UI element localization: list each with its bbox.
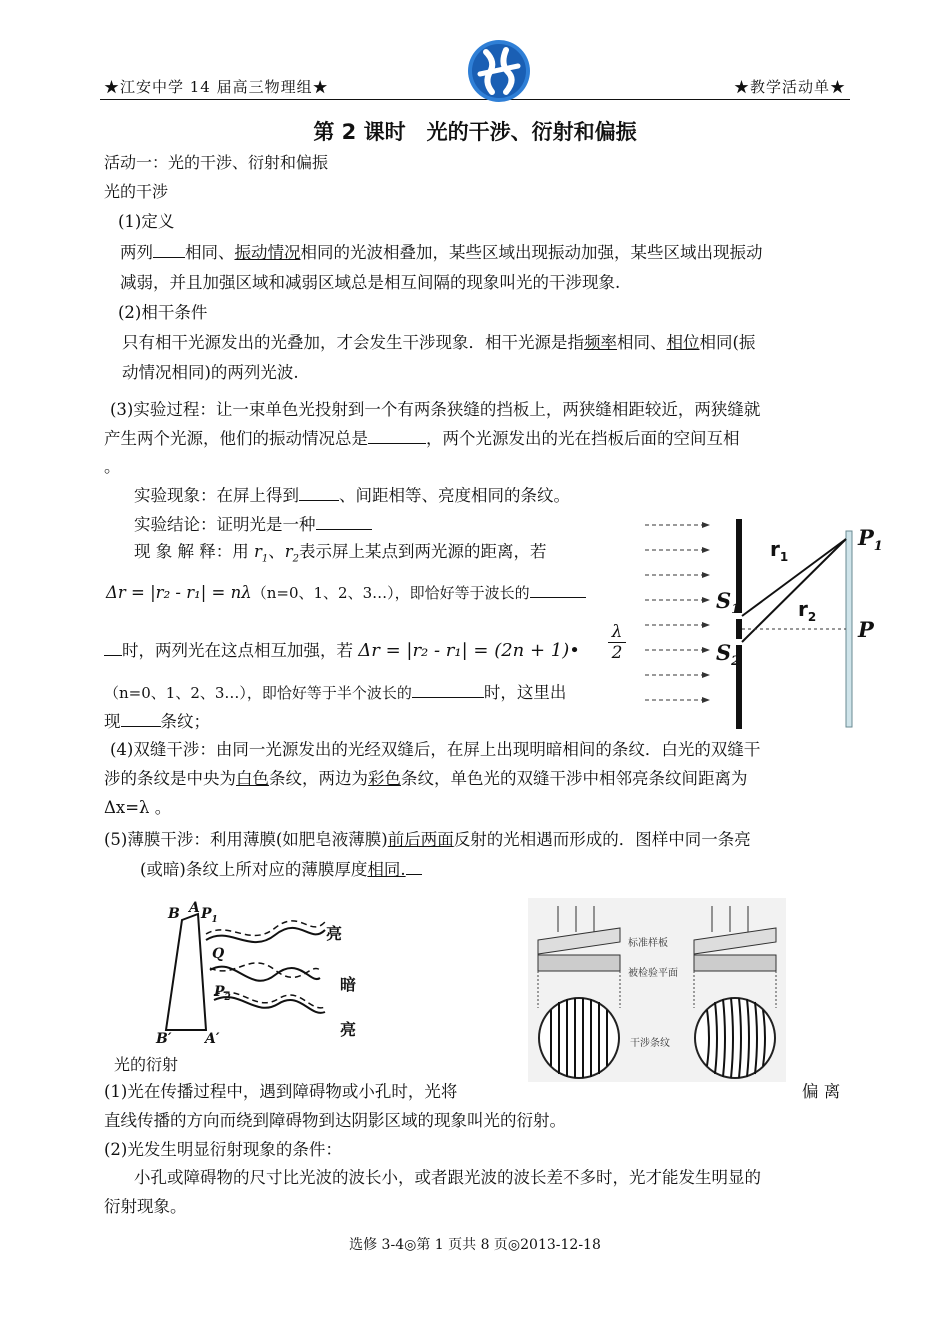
film-label-A: A [189, 900, 200, 916]
flatness-label-tested: 被检验平面 [628, 968, 678, 979]
label-r2: $r_2$ [798, 597, 817, 624]
exp-line3: 。 [104, 457, 121, 476]
diff-line4: 小孔或障碍物的尺寸比光波的波长小，或者跟光波的波长差不多时，光才能发生明显的 [134, 1168, 761, 1187]
film-label-bright1: 亮 [326, 924, 343, 943]
exp-explanation: 现 象 解 释：用 $r_1$、$r_2$表示屏上某点到两光源的距离，若 [134, 542, 547, 565]
flatness-diagram [528, 898, 786, 1082]
diff-line3: (2)光发生明显衍射现象的条件： [104, 1140, 342, 1159]
film-label-dark: 暗 [340, 975, 357, 994]
film-label-Bprime: B′ [156, 1031, 172, 1047]
diff-line2: 直线传播的方向而绕到障碍物到达阴影区域的现象叫光的衍射。 [104, 1111, 566, 1130]
ds-line1: (4)双缝干涉：由同一光源发出的光经双缝后，在屏上出现明暗相间的条纹．白光的双缝干 [110, 740, 761, 759]
exp-cond1: Δr = |r₂ - r₁| = nλ（n=0、1、2、3…），即恰好等于波长的 [106, 578, 586, 608]
label-s1: $S_1$ [716, 588, 741, 618]
exp-line2: 产生两个光源，他们的振动情况总是 ，两个光源发出的光在挡板后面的空间互相 [104, 429, 740, 448]
header-left: ★江安中学 14 届高三物理组★ [104, 78, 329, 96]
page-title: 第 2 课时 光的干涉、衍射和偏振 [313, 120, 637, 144]
exp-conclusion: 实验结论：证明光是一种 [134, 510, 372, 540]
ds-line2: 涉的条纹是中央为白色条纹，两边为彩色条纹，单色光的双缝干涉中相邻亮条纹间距离为 [104, 769, 748, 788]
film-label-P1: $P_1$ [201, 906, 218, 925]
film-label-Q: Q [212, 946, 225, 962]
section-interference: 光的干涉 [104, 182, 169, 201]
label-p: P [858, 617, 874, 642]
exp-line1: (3)实验过程：让一束单色光投射到一个有两条狭缝的挡板上，两狭缝相距较近，两狭缝就 [110, 400, 761, 419]
exp-phenomenon: 实验现象：在屏上得到 、间距相等、亮度相同的条纹。 [134, 486, 570, 505]
tf-line1: (5)薄膜干涉：利用薄膜(如肥皂液薄膜)前后两面反射的光相遇而形成的．图样中同一条亮 [104, 830, 751, 849]
film-label-Aprime: A′ [205, 1031, 220, 1047]
exp-cond3: （n=0、1、2、3…），即恰好等于半个波长的 时，这里出 [104, 683, 567, 702]
film-label-bright2: 亮 [340, 1020, 357, 1039]
label-p1: $P_1$ [858, 525, 883, 555]
label-s2: $S_2$ [716, 640, 741, 670]
exp-cond4: 现 条纹； [104, 712, 210, 731]
coherent-label: (2)相干条件 [118, 303, 208, 322]
header-right: ★教学活动单★ [733, 78, 846, 96]
def-line2: 减弱，并且加强区域和减弱区域总是相互间隔的现象叫光的干涉现象. [120, 273, 621, 292]
school-logo [466, 38, 532, 104]
def-label: (1)定义 [118, 212, 175, 231]
double-slit-diagram [640, 515, 890, 733]
flatness-label-standard: 标准样板 [628, 938, 668, 949]
diff-line5: 衍射现象。 [104, 1197, 187, 1216]
label-r1: $r_1$ [770, 537, 789, 564]
exp-cond2: 时，两列光在这点相互加强，若 Δr = |r₂ - r₁| = (2n + 1)• [104, 636, 580, 666]
film-label-P2: $P_2$ [214, 984, 231, 1003]
page-footer: 选修 3-4◎第 1 页共 8 页◎2013-12-18 [349, 1237, 601, 1253]
coherent-line2: 动情况相同)的两列光波. [122, 363, 299, 382]
diff-line1: (1)光在传播过程中，遇到障碍物或小孔时，光将 [104, 1082, 458, 1101]
def-line1: 两列 相同、振动情况相同的光波相叠加，某些区域出现振动加强，某些区域出现振动 [120, 243, 763, 262]
flatness-label-fringes: 干涉条纹 [630, 1038, 670, 1049]
film-label-B: B [168, 906, 180, 922]
coherent-line1: 只有相干光源发出的光叠加，才会发生干涉现象．相干光源是指频率相同、相位相同(振 [122, 333, 756, 352]
tf-line2: (或暗)条纹上所对应的薄膜厚度相同. [140, 855, 422, 885]
diff-line1-end: 偏 离 [802, 1082, 841, 1101]
fraction-half: λ 2 [608, 622, 626, 663]
ds-line3: Δx=λ 。 [104, 798, 172, 817]
activity-heading: 活动一：光的干涉、衍射和偏振 [104, 153, 329, 172]
section-diffraction: 光的衍射 [114, 1055, 179, 1074]
